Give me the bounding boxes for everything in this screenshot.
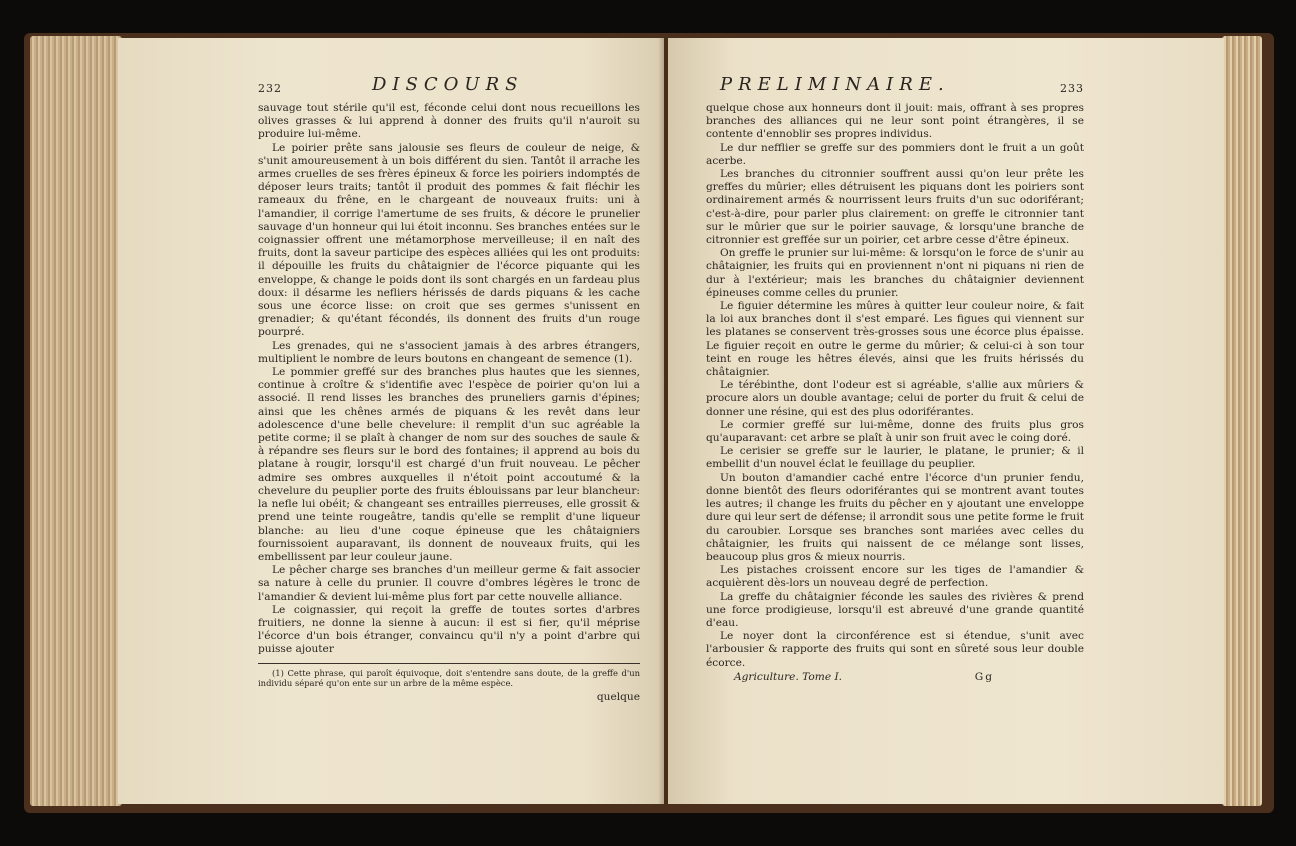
- signature-line: [706, 671, 1084, 685]
- right-page-edges: [1222, 36, 1262, 806]
- paragraph: Le pommier greffé sur des branches plus hautes que les siennes, continue à croître & s'identifie avec l'espèce de poirier qu'on lui a associé. Il rend lisses les branches des pruneliers garnis d'épines; ainsi que les chênes armés de piquans & les revêt dans leur adolescence d'une belle chevelure: il remplit d'un suc agréable la petite corme; il se plaît à changer de nom sur des souches de saule & à répandre ses fleurs sur le bord des fontaines; il apprend au bois du platane à rougir, lorsqu'il est chargé d'un fruit nouveau. Le pêcher admire ses ombres auxquelles il n'étoit point accoutumé & la chevelure du peuplier porte des fruits éblouissans par leur blancheur: la nefle lui obéit; & changeant ses entrailles pierreuses, elle grossit & prend une teinte rougeâtre, tandis qu'elle se remplit d'une liqueur blanche: au lieu d'une coque épineuse que les châtaigniers fournissoient auparavant, ils donnent de nouveaux fruits, qui les embellissent par leur couleur jaune.: [258, 366, 640, 563]
- left-page-text: [258, 74, 640, 704]
- paragraph: quelque chose aux honneurs dont il jouit: mais, offrant à ses propres branches des alliances qui ne leur sont point étrangères, il se contente d'ennoblir ses propres individus.: [706, 102, 1084, 141]
- paragraph: Le cormier greffé sur lui-même, donne des fruits plus gros qu'auparavant: cet arbre se plaît à unir son fruit avec le coing doré.: [706, 418, 1084, 445]
- signature-mark: Gg: [974, 670, 994, 683]
- left-page: [118, 38, 664, 804]
- right-page-header: [706, 74, 1084, 100]
- volume-title: Agriculture. Tome I.: [734, 670, 843, 683]
- right-page-number: 233: [1060, 82, 1084, 95]
- right-running-title: PRELIMINAIRE.: [720, 74, 950, 95]
- paragraph: Le cerisier se greffe sur le laurier, le platane, le prunier; & il embellit d'un nouvel éclat le feuillage du peuplier.: [706, 445, 1084, 471]
- paragraph: Les grenades, qui ne s'associent jamais à des arbres étrangers, multiplient le nombre de leurs boutons en changeant de semence (1).: [258, 339, 640, 365]
- footnote-rule: [258, 663, 640, 664]
- paragraph: Le pêcher charge ses branches d'un meilleur germe & fait associer sa nature à celle du prunier. Il couvre d'ombres légères le tronc de l'amandier & devient lui-même plus fort par cette nouvelle alliance.: [258, 564, 640, 603]
- paragraph: On greffe le prunier sur lui-même: & lorsqu'on le force de s'unir au châtaignier, les fruits qui en proviennent n'ont ni piquans ni rien de dur à l'extérieur; mais les branches du châtaignier deviennent épineuses comme celles du prunier.: [706, 247, 1084, 299]
- footnote: (1) Cette phrase, qui paroît équivoque, doit s'entendre sans doute, de la greffe d'un individu séparé qu'on ente sur un arbre de la même espèce.: [258, 667, 640, 688]
- paragraph: Le poirier prête sans jalousie ses fleurs de couleur de neige, & s'unit amoureusement à un bois différent du sien. Tantôt il arrache les armes cruelles de ses frères épineux & force les poiriers indomptés de déposer leurs traits; tantôt il produit des pommes & fait fléchir les rameaux du frêne, en le chargeant de nouveaux fruits: uni à l'amandier, il corrige l'amertume de ses fruits, & décore le prunelier sauvage d'un honneur qui lui étoit inconnu. Ses branches entées sur le coignassier offrent une métamorphose merveilleuse; il en naît des fruits, dont la saveur participe des espèces alliées qui les ont produits: il dépouille les fruits du châtaignier de l'écorce piquante qui les enveloppe, & change le poids dont ils sont chargés en un fardeau plus doux: il désarme les nefliers hérissés de dards piquans & les cache sous une écorce lisse: on croit que ses germes s'unissent en grenadier; & qu'étant fécondés, ils donnent des fruits d'un rouge pourpré.: [258, 141, 640, 339]
- left-page-number: 232: [258, 82, 282, 95]
- paragraph: Le dur nefflier se greffe sur des pommiers dont le fruit a un goût acerbe.: [706, 141, 1084, 167]
- right-page: [668, 38, 1224, 804]
- catchword: quelque: [596, 690, 640, 703]
- left-running-title: DISCOURS: [372, 74, 524, 95]
- paragraph: Un bouton d'amandier caché entre l'écorce d'un prunier fendu, donne bientôt des fleurs odoriférantes qui se montrent avant toutes les autres; il change les fruits du pêcher en y ajoutant une enveloppe dure qui leur sert de défense; il arrondit sous une petite forme le fruit du caroubier. Lorsque ses branches sont mariées avec celles du châtaignier, les fruits qui naissent de ce mélange sont lisses, beaucoup plus gros & mieux nourris.: [706, 471, 1084, 563]
- left-page-header: [258, 74, 640, 100]
- paragraph: La greffe du châtaignier féconde les saules des rivières & prend une force prodigieuse, lorsqu'il est abreuvé d'une grande quantité d'eau.: [706, 590, 1084, 629]
- paragraph: Le figuier détermine les mûres à quitter leur couleur noire, & fait la loi aux branches dont il s'est emparé. Les figues qui viennent sur les platanes se conservent très-grosses sous une écorce plus épaisse. Le figuier reçoit en outre le germe du mûrier; & celui-ci à son tour teint en rouge les hêtres élevés, ainsi que les fruits hérissés du châtaignier.: [706, 300, 1084, 379]
- paragraph: sauvage tout stérile qu'il est, féconde celui dont nous recueillons les olives grasses & lui apprend à donner des fruits qu'il n'auroit su produire lui-même.: [258, 102, 640, 141]
- paragraph: Les branches du citronnier souffrent aussi qu'on leur prête les greffes du mûrier; elles détruisent les piquans dont les poiriers sont ordinairement armés & nourrissent leurs fruits d'un suc odoriférant; c'est-à-dire, pour parler plus clairement: on greffe le citronnier tant sur le mûrier que sur le poirier sauvage, & lorsqu'une branche de citronnier est greffée sur un poirier, cet arbre cesse d'être épineux.: [706, 168, 1084, 247]
- right-page-text: [706, 74, 1084, 685]
- paragraph: Les pistaches croissent encore sur les tiges de l'amandier & acquièrent dès-lors un nouveau degré de perfection.: [706, 564, 1084, 590]
- paragraph: Le noyer dont la circonférence est si étendue, s'unit avec l'arbousier & rapporte des fruits qui sont en sûreté sous leur double écorce.: [706, 630, 1084, 669]
- left-page-edges: [30, 36, 122, 806]
- paragraph: Le coignassier, qui reçoit la greffe de toutes sortes d'arbres fruitiers, ne donne la sienne à aucun: il est si fier, qu'il méprise l'écorce d'un bois étranger, convaincu qu'il n'y a point d'arbre qui puisse ajouter: [258, 603, 640, 656]
- paragraph: Le térébinthe, dont l'odeur est si agréable, s'allie aux mûriers & procure alors un double avantage; celui de porter du fruit & celui de donner une résine, qui est des plus odoriférantes.: [706, 379, 1084, 418]
